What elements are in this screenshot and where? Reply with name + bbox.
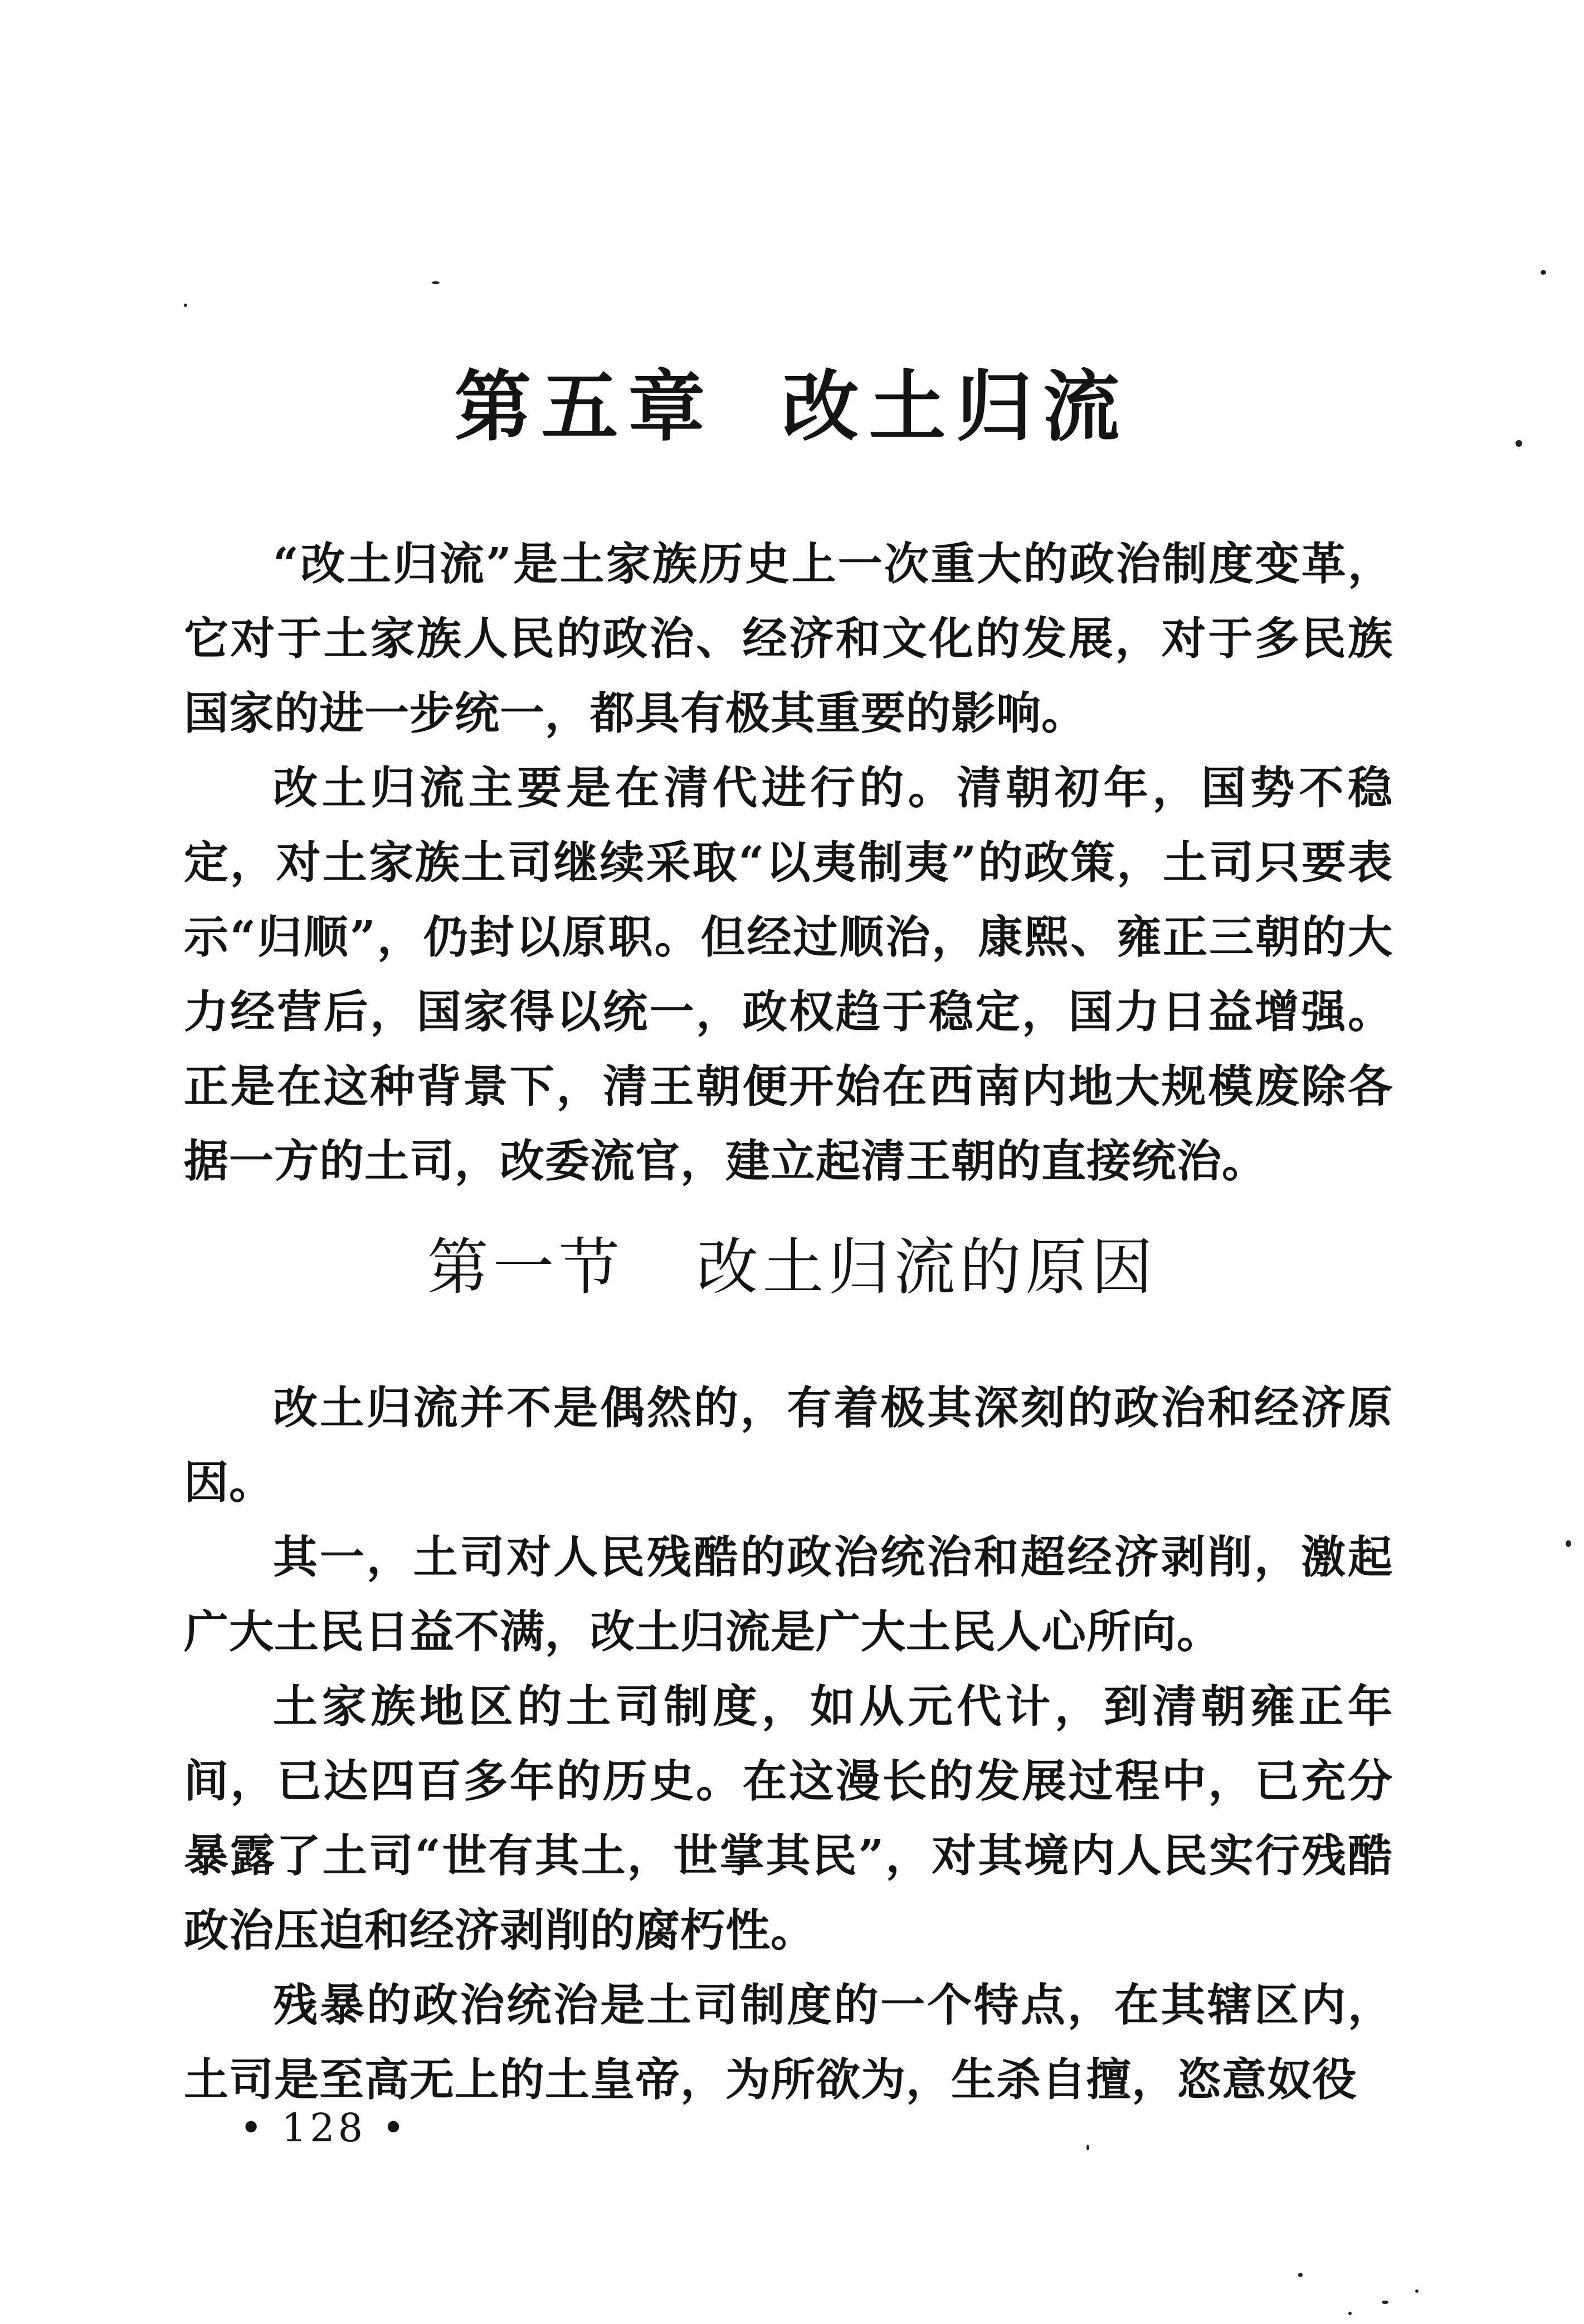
scan-speck: [1382, 2301, 1388, 2304]
chapter-heading: [0, 357, 1584, 457]
page-number: • 128 •: [240, 2105, 408, 2151]
section-heading: [0, 1226, 1584, 1309]
intro-text: [184, 526, 1393, 1198]
paragraph: “改土归流”是土家族历史上一次重大的政治制度变革，它对于土家族人民的政治、经济和文化的发展，对于多民族国家的进一步统一，都具有极其重要的影响。: [184, 538, 1393, 739]
paragraph: 土家族地区的土司制度，如从元代计，到清朝雍正年间，已达四百多年的历史。在这漫长的发展过程中，已充分暴露了土司“世有其土，世掌其民”，对其境内人民实行残酷政治压迫和经济剥削的腐朽性。: [184, 1680, 1393, 1956]
scan-speck: [1515, 440, 1522, 447]
body-text: [184, 1370, 1393, 2117]
chapter-title: 改土归流: [782, 361, 1130, 452]
scan-speck: [1086, 2145, 1089, 2150]
section-title: 改土归流的原因: [696, 1232, 1157, 1303]
section-label: 第一节: [427, 1232, 625, 1303]
scan-speck: [1348, 2312, 1352, 2315]
scan-speck: [1566, 1540, 1571, 1547]
paragraph: 改土归流并不是偶然的，有着极其深刻的政治和经济原因。: [184, 1381, 1393, 1508]
scan-speck: [1298, 2273, 1303, 2277]
paragraph: 其一，土司对人民残酷的政治统治和超经济剥削，激起广大土民日益不满，改土归流是广大土民人心所向。: [184, 1531, 1393, 1658]
scan-speck: [184, 304, 187, 307]
chapter-label: 第五章: [454, 361, 715, 452]
scan-speck: [1415, 2289, 1419, 2293]
scan-speck: [432, 281, 440, 284]
paragraph: 残暴的政治统治是土司制度的一个特点，在其辖区内，土司是至高无上的土皇帝，为所欲为，生杀自擅，恣意奴役: [184, 1979, 1393, 2106]
paragraph: 改土归流主要是在清代进行的。清朝初年，国势不稳定，对土家族土司继续采取“以夷制夷”的政策，土司只要表示“归顺”，仍封以原职。但经过顺治，康熙、雍正三朝的大力经营后，国家得以统一，政权趋于稳定，国力日益增强。正是在这种背景下，清王朝便开始在西南内地大规模废除各据一方的土司，改委流官，建立起清王朝的直接统治。: [184, 761, 1393, 1187]
scan-speck: [1541, 270, 1546, 275]
